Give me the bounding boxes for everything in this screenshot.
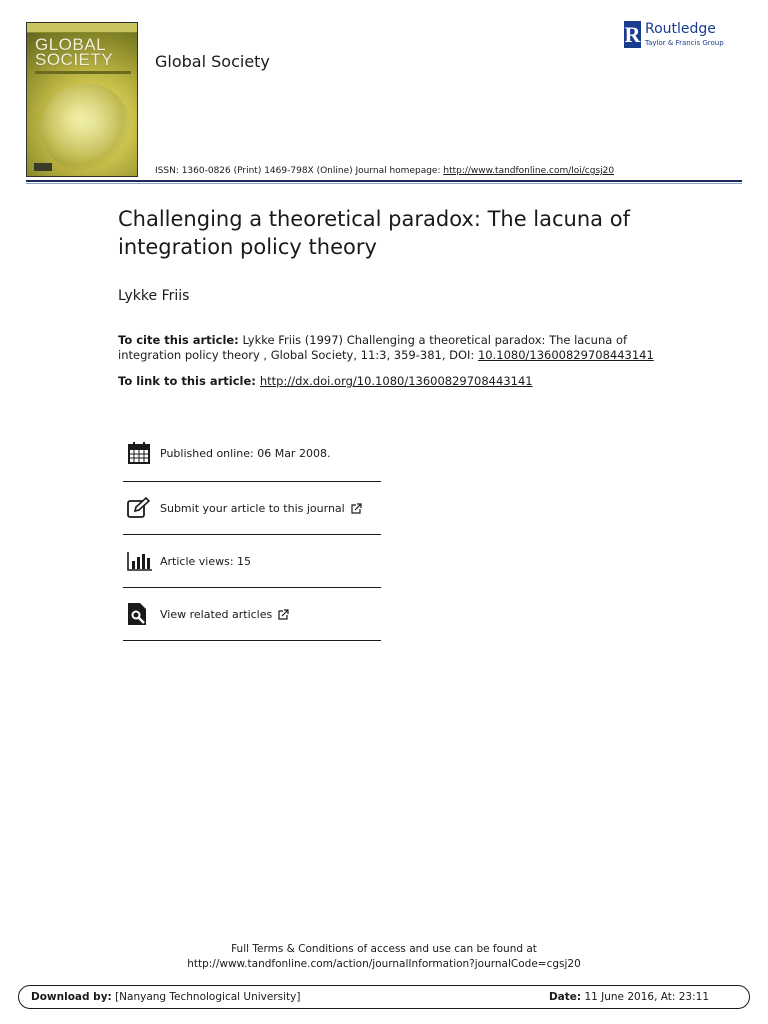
terms-notice xyxy=(0,942,768,972)
link-label: To link to this article: xyxy=(118,374,260,388)
header-divider-light xyxy=(26,183,742,184)
issn-text: ISSN: 1360-0826 (Print) 1469-798X (Online) Journal homepage: xyxy=(155,166,444,176)
terms-url[interactable]: http://www.tandfonline.com/action/journalInformation?journalCode=cgsj20 xyxy=(187,958,581,970)
edit-icon xyxy=(127,495,157,521)
related-articles-link[interactable]: View related articles xyxy=(160,607,273,621)
bar-chart-icon xyxy=(127,548,157,574)
cover-artwork xyxy=(41,83,131,173)
article-doi-url[interactable]: http://dx.doi.org/10.1080/13600829708443141 xyxy=(259,374,533,388)
cite-text: Lykke Friis (1997) Challenging a theoretical paradox: The lacuna of integration policy theory , Global Society, 11:3, 359-381, DOI: xyxy=(118,333,628,362)
download-by: Download by: [Nanyang Technological University] xyxy=(31,991,301,1003)
publisher-subtitle: Taylor & Francis Group xyxy=(645,39,724,47)
download-info-bar xyxy=(18,985,750,1009)
article-title: Challenging a theoretical paradox: The lacuna of integration policy theory xyxy=(118,207,630,259)
article-views-row xyxy=(123,535,381,588)
external-link-icon xyxy=(351,503,362,514)
author-name: Lykke Friis xyxy=(118,288,190,304)
article-link-line xyxy=(118,374,533,388)
journal-homepage-link[interactable]: http://www.tandfonline.com/loi/cgsj20 xyxy=(443,166,615,176)
calendar-icon xyxy=(127,440,157,466)
header-divider xyxy=(26,180,742,182)
document-search-icon xyxy=(127,601,157,627)
submit-article-row[interactable] xyxy=(123,482,381,535)
article-views-text: Article views: 15 xyxy=(160,554,252,568)
terms-line: Full Terms & Conditions of access and use can be found at xyxy=(231,943,537,955)
citation-block xyxy=(118,333,658,363)
submit-article-link[interactable]: Submit your article to this journal xyxy=(160,501,345,515)
publisher-logo xyxy=(624,20,744,50)
cover-strip xyxy=(35,71,131,74)
cover-title: GLOBAL SOCIETY xyxy=(35,35,114,69)
journal-name: Global Society xyxy=(155,52,270,71)
doi-link[interactable]: 10.1080/13600829708443141 xyxy=(477,348,654,362)
download-date: Date: 11 June 2016, At: 23:11 xyxy=(548,991,709,1003)
issn-line xyxy=(155,166,614,176)
related-articles-row[interactable] xyxy=(123,588,381,641)
cover-publisher-logo xyxy=(34,163,52,171)
published-online-text: Published online: 06 Mar 2008. xyxy=(160,446,331,460)
journal-cover-image xyxy=(26,22,138,177)
external-link-icon xyxy=(278,609,289,620)
routledge-r-icon: R xyxy=(624,22,641,47)
article-info-list xyxy=(123,425,381,641)
cite-label: To cite this article: xyxy=(118,333,239,347)
publisher-name: Routledge xyxy=(645,21,716,37)
published-online-row xyxy=(123,425,381,482)
cover-top-band xyxy=(27,23,137,33)
